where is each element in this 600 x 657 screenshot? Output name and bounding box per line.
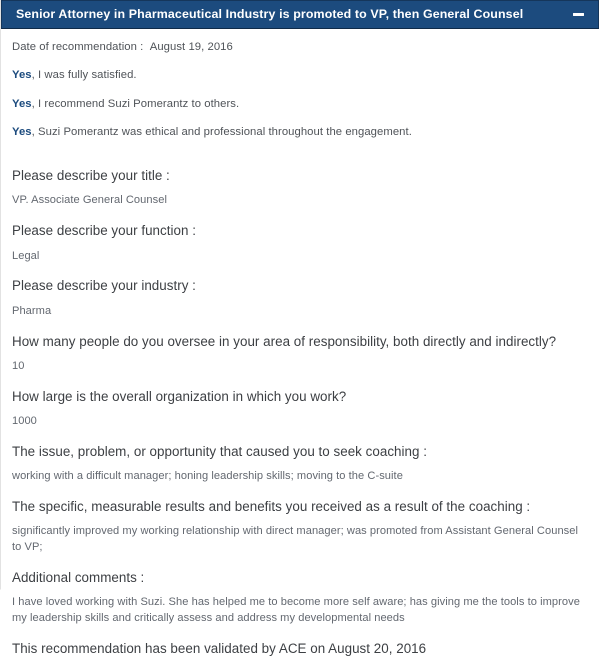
answer-value: VP. Associate General Counsel [12, 194, 167, 207]
question-label: The specific, measurable results and benefits you received as a result of the coaching : [12, 499, 531, 515]
qa-item-title [12, 167, 589, 209]
question-label: Please describe your industry : [12, 278, 196, 294]
qa-item-additional-comments [12, 569, 589, 627]
question-label: How many people do you oversee in your area of responsibility, both directly and indirectly? [12, 333, 557, 349]
qa-item-issue [12, 443, 589, 485]
answer-value: I have loved working with Suzi. She has helped me to become more self aware; has giving me the tools to improve my leadership skills and critically assess and address my developmental needs [12, 596, 580, 625]
qa-item-function [12, 222, 589, 264]
panel-body [1, 29, 599, 657]
panel-title: Senior Attorney in Pharmaceutical Industry is promoted to VP, then General Counsel [16, 7, 524, 22]
affirmation-yes-label: Yes [12, 125, 32, 138]
date-label: Date of recommendation : [12, 41, 144, 53]
affirmation-ethical [12, 125, 589, 140]
qa-item-people-overseen [12, 333, 589, 375]
question-label: Please describe your function : [12, 223, 196, 239]
affirmation-yes-label: Yes [12, 97, 32, 110]
qa-item-industry [12, 277, 589, 319]
validation-statement: This recommendation has been validated by ACE on August 20, 2016 [12, 640, 427, 656]
minus-icon[interactable] [572, 8, 585, 21]
question-label: The issue, problem, or opportunity that caused you to seek coaching : [12, 443, 427, 459]
section-spacer [12, 153, 589, 167]
affirmation-text: , I recommend Suzi Pomerantz to others. [31, 97, 240, 110]
question-label: Additional comments : [12, 569, 145, 585]
affirmation-satisfied [12, 68, 589, 83]
minus-icon-bar [573, 13, 584, 16]
question-label: Please describe your title : [12, 168, 170, 183]
answer-value: significantly improved my working relationship with direct manager; was promoted from Assistant General Counsel to VP; [12, 525, 579, 554]
date-of-recommendation [12, 40, 589, 55]
date-value: August 19, 2016 [149, 41, 233, 53]
affirmation-yes-label: Yes [12, 69, 32, 82]
answer-value: working with a difficult manager; honing leadership skills; moving to the C-suite [12, 470, 403, 483]
panel-header [1, 0, 599, 29]
question-label: How large is the overall organization in which you work? [12, 388, 347, 404]
answer-value: Pharma [12, 304, 52, 317]
qa-item-organization-size [12, 388, 589, 430]
answer-value: Legal [12, 249, 40, 262]
answer-value: 10 [12, 359, 25, 372]
answer-value: 1000 [12, 415, 37, 428]
affirmation-recommend [12, 97, 589, 112]
affirmation-text: , I was fully satisfied. [31, 69, 137, 82]
qa-item-results [12, 498, 589, 556]
affirmation-text: , Suzi Pomerantz was ethical and professional throughout the engagement. [31, 125, 412, 138]
